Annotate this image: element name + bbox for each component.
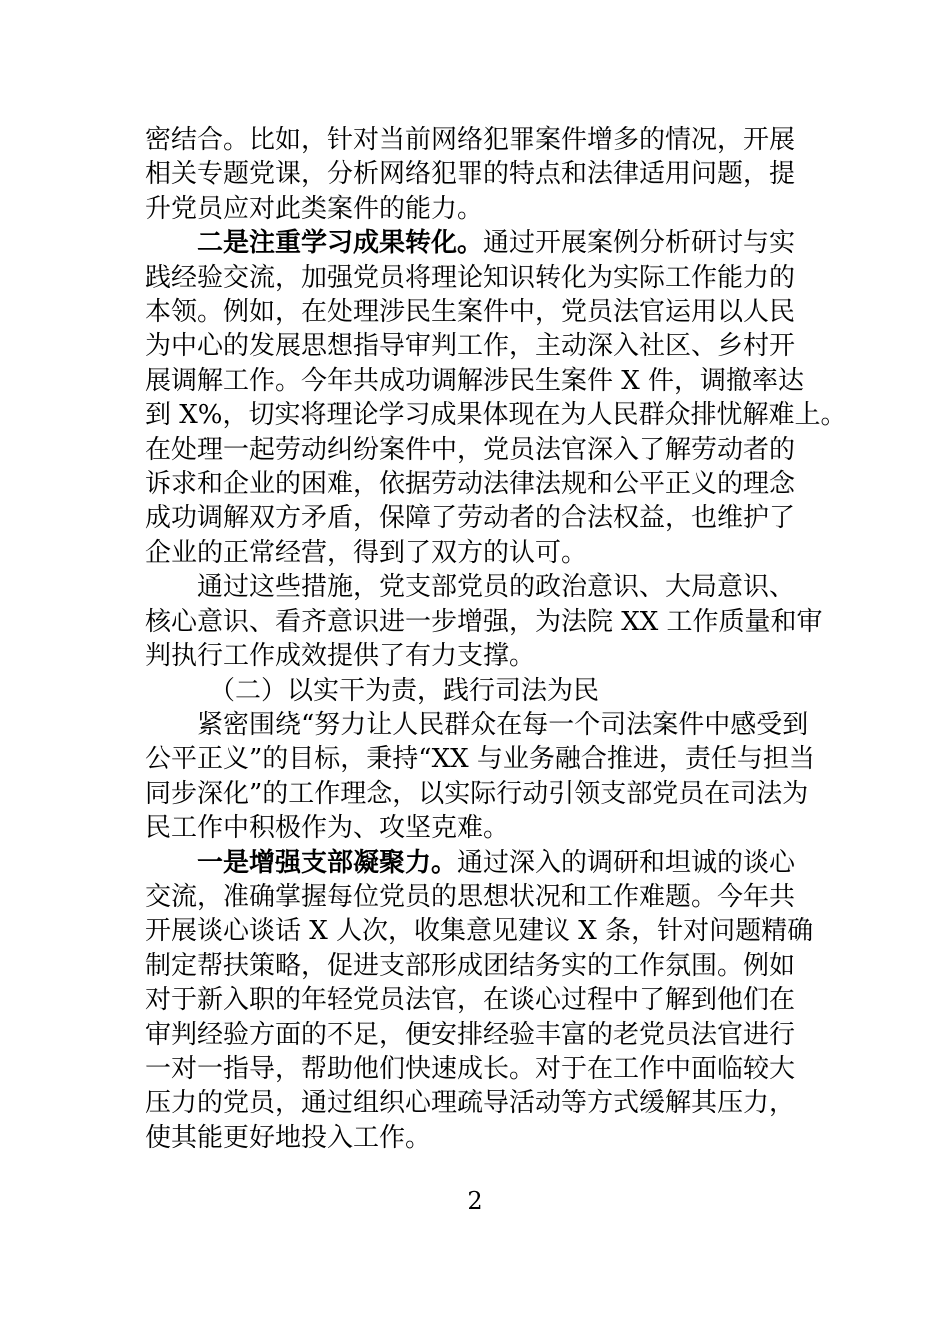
text-line bbox=[145, 226, 815, 260]
text-line: 到 X%，切实将理论学习成果体现在为人民群众排忧解难上。 bbox=[145, 400, 847, 431]
section-heading-text: （二）以实干为责，践行司法为民 bbox=[209, 675, 600, 706]
paragraph-measures-summary bbox=[145, 570, 823, 673]
text-line: 诉求和企业的困难，依据劳动法律法规和公平正义的理念 bbox=[145, 469, 796, 500]
paragraph-learning-outcomes bbox=[145, 226, 847, 570]
page-number: 2 bbox=[467, 1187, 483, 1215]
text-line: 民工作中积极作为、攻坚克难。 bbox=[145, 813, 510, 844]
text-line bbox=[145, 846, 815, 880]
text-line: 核心意识、看齐意识进一步增强，为法院 XX 工作质量和审 bbox=[145, 606, 823, 637]
text-run: 通过深入的调研和坦诚的谈心 bbox=[457, 847, 796, 878]
bold-lead: 一是增强支部凝聚力。 bbox=[197, 847, 458, 878]
text-line: 升党员应对此类案件的能力。 bbox=[145, 193, 484, 224]
text-line: 通过这些措施，党支部党员的政治意识、大局意识、 bbox=[197, 572, 796, 603]
text-line: 为中心的发展思想指导审判工作，主动深入社区、乡村开 bbox=[145, 331, 796, 362]
paragraph-cohesion bbox=[145, 846, 815, 1156]
text-line: 使其能更好地投入工作。 bbox=[145, 1122, 432, 1153]
text-run: 通过开展案例分析研讨与实 bbox=[483, 228, 796, 259]
text-line: 一对一指导，帮助他们快速成长。对于在工作中面临较大 bbox=[145, 1053, 796, 1084]
text-line: 展调解工作。今年共成功调解涉民生案件 X 件，调撤率达 bbox=[145, 365, 805, 396]
text-line: 交流，准确掌握每位党员的思想状况和工作难题。今年共 bbox=[145, 881, 796, 912]
section-heading bbox=[145, 674, 815, 708]
paragraph-continued bbox=[145, 123, 815, 226]
text-line: 紧密围绕“努力让人民群众在每一个司法案件中感受到 bbox=[197, 709, 809, 740]
paragraph-section-intro bbox=[145, 708, 815, 846]
text-line: 制定帮扶策略，促进支部形成团结务实的工作氛围。例如 bbox=[145, 950, 796, 981]
text-line: 压力的党员，通过组织心理疏导活动等方式缓解其压力， bbox=[145, 1088, 796, 1119]
text-line: 企业的正常经营，得到了双方的认可。 bbox=[145, 537, 588, 568]
text-line: 相关专题党课，分析网络犯罪的特点和法律适用问题，提 bbox=[145, 159, 796, 190]
text-line: 践经验交流，加强党员将理论知识转化为实际工作能力的 bbox=[145, 262, 796, 293]
text-line: 成功调解双方矛盾，保障了劳动者的合法权益，也维护了 bbox=[145, 503, 796, 534]
text-line: 对于新入职的年轻党员法官，在谈心过程中了解到他们在 bbox=[145, 985, 796, 1016]
text-line: 公平正义”的目标，秉持“XX 与业务融合推进，责任与担当 bbox=[145, 744, 815, 775]
bold-lead: 二是注重学习成果转化。 bbox=[197, 228, 484, 259]
text-line: 同步深化”的工作理念，以实际行动引领支部党员在司法为 bbox=[145, 778, 809, 809]
text-line: 审判经验方面的不足，便安排经验丰富的老党员法官进行 bbox=[145, 1019, 796, 1050]
text-line: 判执行工作成效提供了有力支撑。 bbox=[145, 641, 536, 672]
body-text bbox=[145, 123, 847, 1155]
text-line: 在处理一起劳动纠纷案件中，党员法官深入了解劳动者的 bbox=[145, 434, 796, 465]
text-line: 本领。例如，在处理涉民生案件中，党员法官运用以人民 bbox=[145, 297, 796, 328]
text-line: 开展谈心谈话 X 人次，收集意见建议 X 条，针对问题精确 bbox=[145, 916, 814, 947]
text-line: 密结合。比如，针对当前网络犯罪案件增多的情况，开展 bbox=[145, 125, 796, 155]
